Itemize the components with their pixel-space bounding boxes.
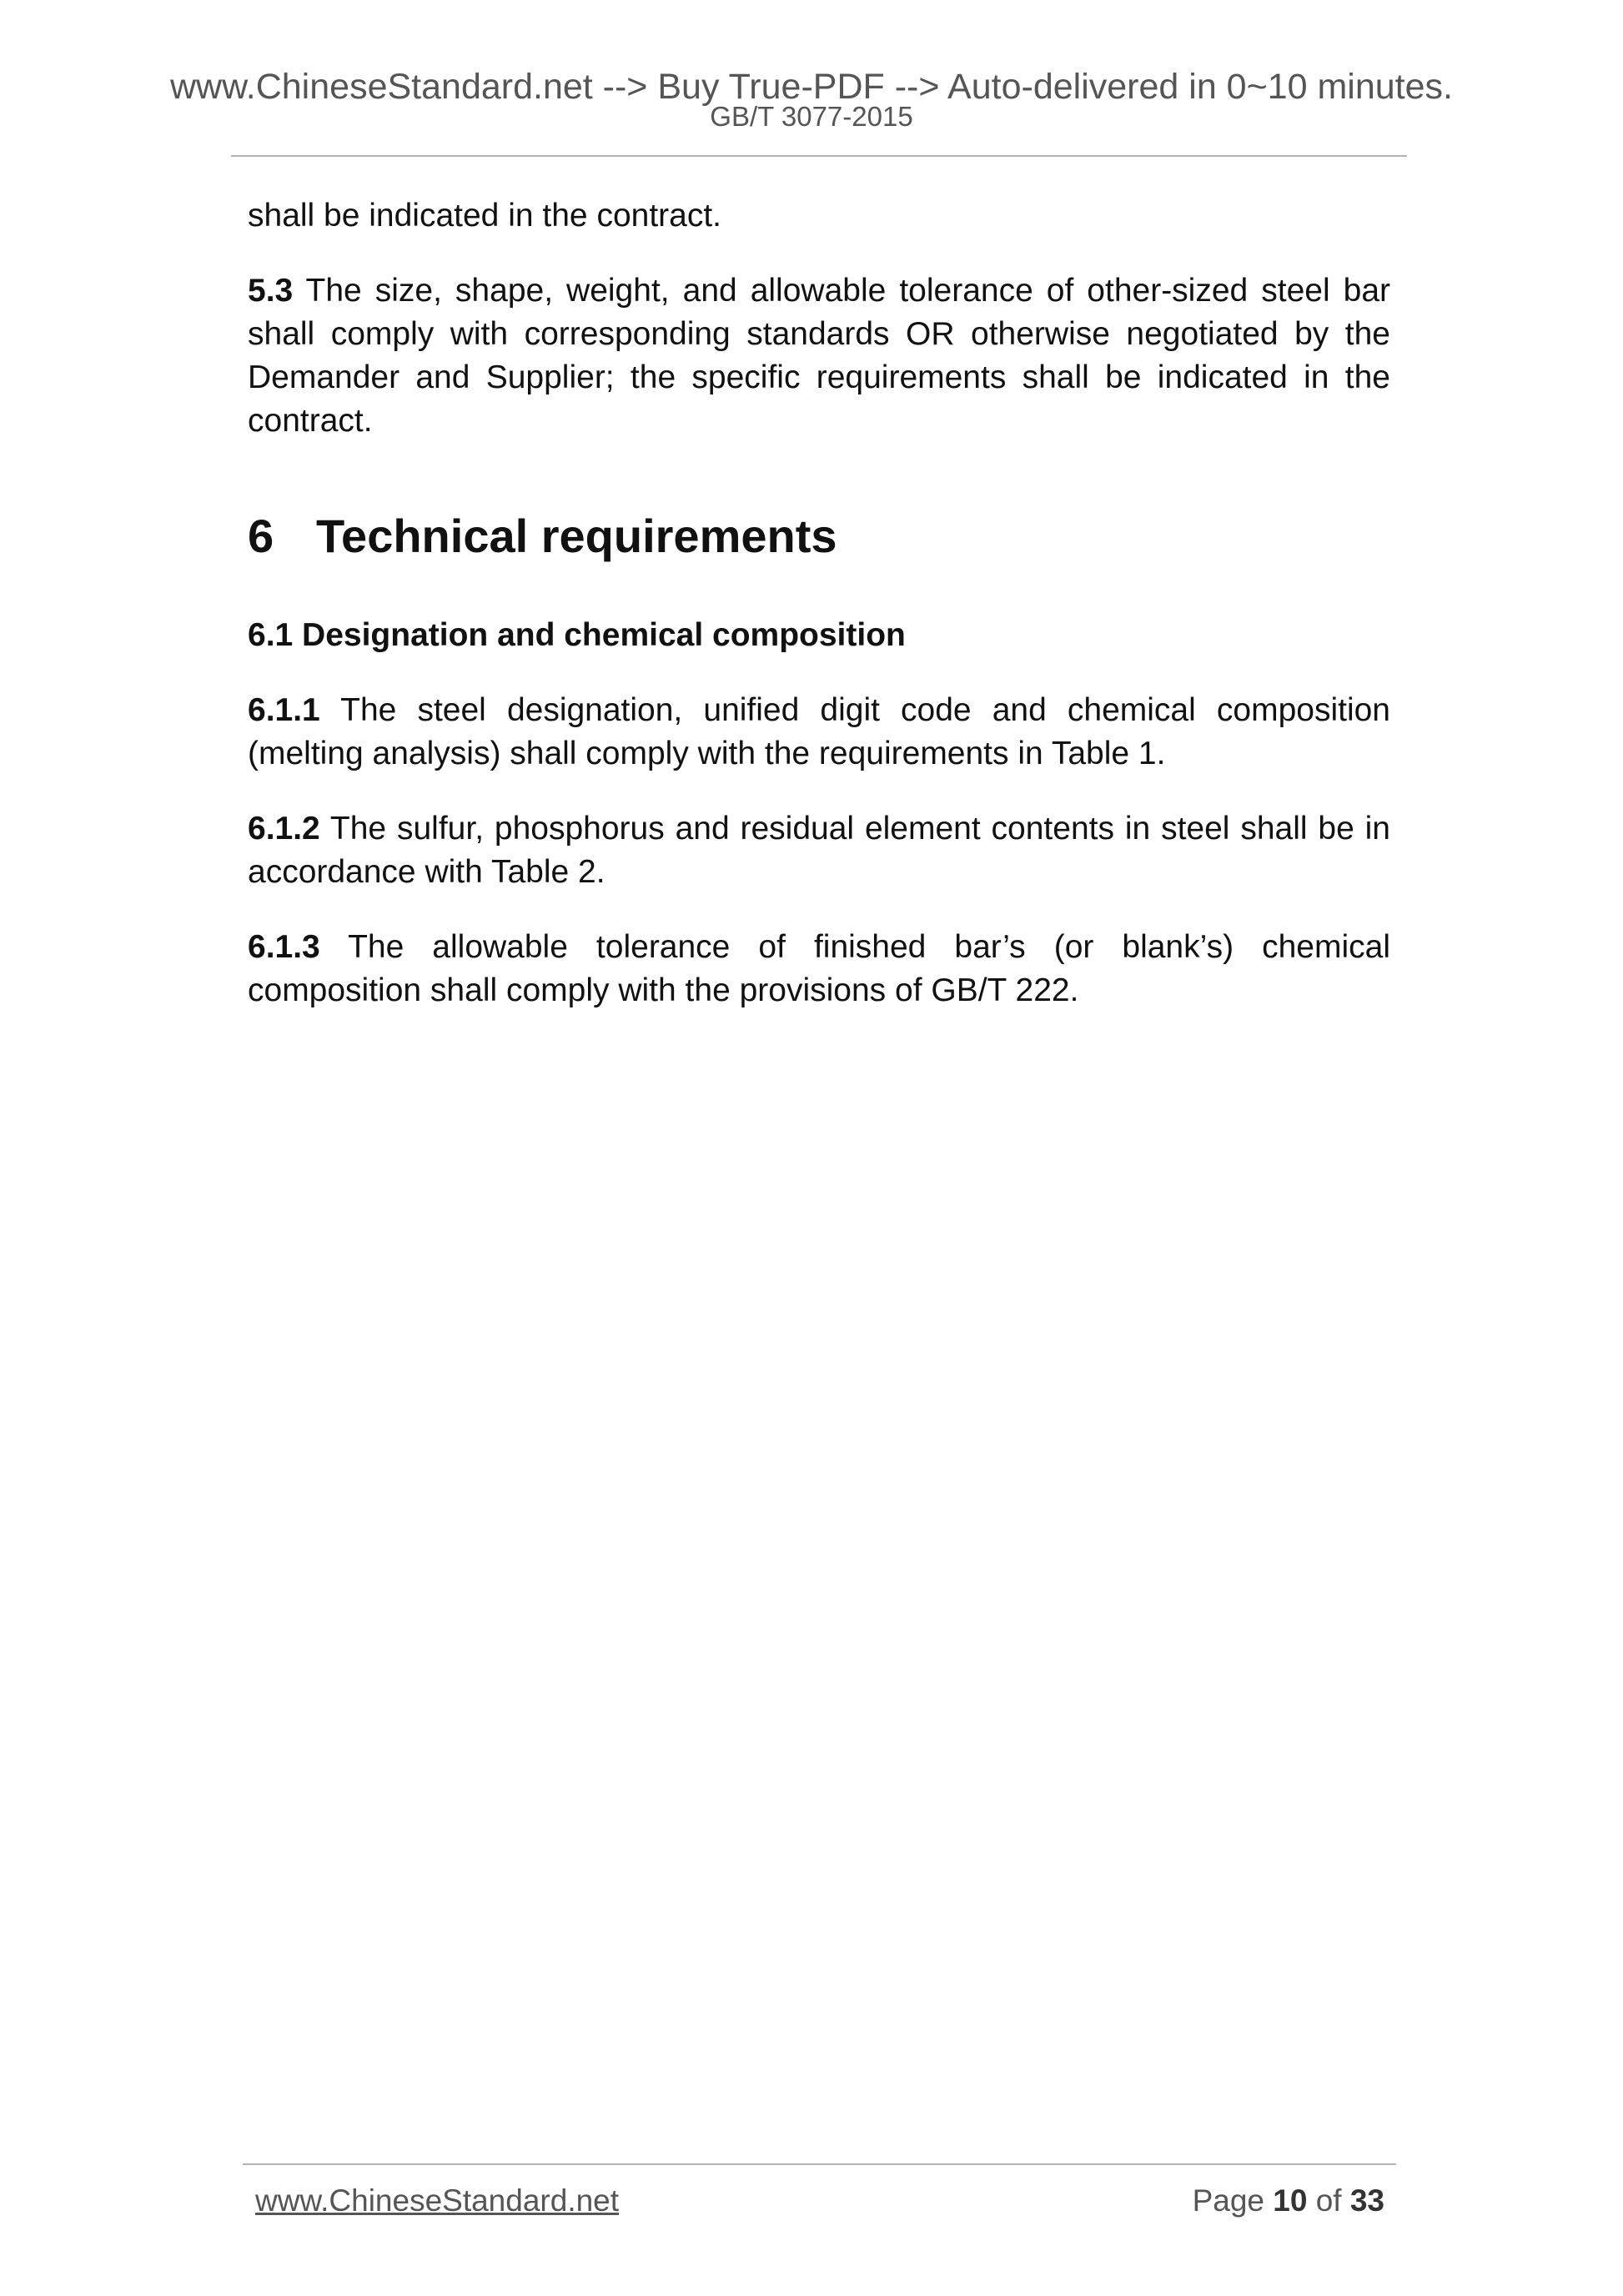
page-total: 33 [1349,2183,1384,2218]
clause-5-3 [248,269,1390,443]
clause-6-1-1-number: 6.1.1 [248,692,320,728]
subsection-6-1-heading: 6.1 Designation and chemical composition [248,617,906,653]
footer-divider [243,2163,1396,2165]
document-body [248,194,1390,443]
header-divider [231,155,1407,157]
header-banner: www.ChineseStandard.net --> Buy True-PDF --> Auto-delivered in 0~10 minutes. [169,67,1453,107]
continued-paragraph: shall be indicated in the contract. [248,198,722,234]
page-indicator [1193,2182,1384,2220]
clause-6-1-2 [248,807,1390,894]
section-6-heading [248,507,837,565]
section-6-number: 6 [248,510,274,562]
page-label: Page [1192,2183,1264,2218]
document-code: GB/T 3077-2015 [710,101,913,132]
clause-6-1-2-text: The sulfur, phosphorus and residual element contents in steel shall be in accordance with Table 2. [248,811,1390,890]
page-current: 10 [1273,2183,1308,2218]
page-of-label: of [1315,2183,1342,2218]
clause-5-3-number: 5.3 [248,273,294,309]
footer-website-link[interactable]: www.ChineseStandard.net [255,2183,620,2218]
clause-6-1-3-number: 6.1.3 [248,929,320,965]
section-6-body [248,614,1390,1012]
clause-6-1-2-number: 6.1.2 [248,811,320,847]
clause-6-1-1 [248,689,1390,776]
clause-6-1-3 [248,926,1390,1012]
clause-6-1-3-text: The allowable tolerance of finished bar’s (or blank’s) chemical composition shall comply with the provisions of GB/T 222. [248,929,1390,1008]
clause-5-3-text: The size, shape, weight, and allowable tolerance of other-sized steel bar shall comply with corresponding standards OR otherwise negotiated by the Demander and Supplier; the specific requirements shall be indicated in the contract. [248,273,1390,439]
section-6-title: Technical requirements [316,510,837,562]
clause-6-1-1-text: The steel designation, unified digit code and chemical composition (melting analysis) shall comply with the requirements in Table 1. [248,692,1390,771]
